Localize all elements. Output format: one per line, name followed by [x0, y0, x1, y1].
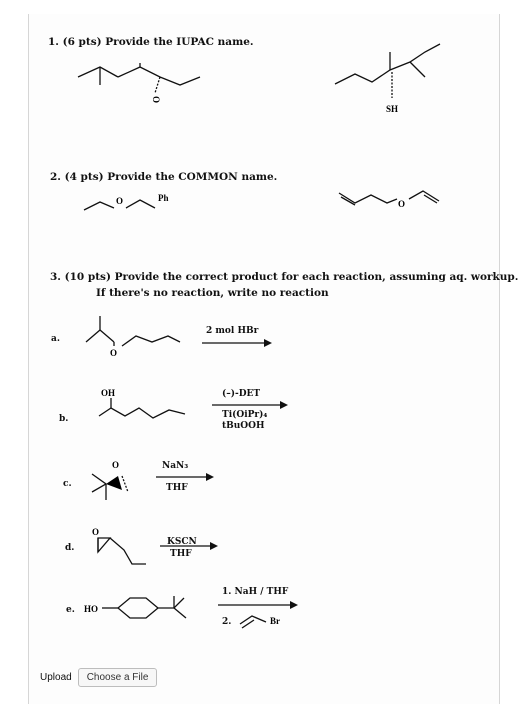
part-b-molecule: [95, 380, 205, 430]
q1-molecule-b: [330, 32, 450, 117]
q2-molecule-b: [335, 185, 455, 220]
part-e-label: e.: [66, 605, 75, 615]
part-c-label: c.: [63, 479, 72, 489]
part-c-molecule: [86, 456, 146, 506]
part-e-reagent-2: 2.: [222, 617, 232, 627]
part-d-oxygen-label: O: [92, 527, 100, 537]
part-d-reagent-1: KSCN: [167, 537, 197, 547]
question-3-heading: 3. (10 pts) Provide the correct product for each reaction, assuming aq. workup.: [50, 271, 519, 283]
upload-bar: [40, 668, 157, 687]
part-b-hydroxyl-label: OH: [101, 388, 116, 398]
part-e-reagent-1: 1. NaH / THF: [222, 587, 289, 597]
part-b-arrow: [212, 400, 288, 410]
part-c-reagent-1: NaN₃: [162, 461, 189, 471]
q1-oxygen-label: O: [151, 96, 161, 104]
part-e-hydroxyl-label: HO: [84, 604, 99, 614]
part-b-reagent-2: Ti(OiPr)₄: [222, 410, 268, 420]
part-b-reagent-1: (–)-DET: [222, 389, 261, 399]
part-a-label: a.: [51, 334, 60, 344]
part-a-oxygen-label: O: [110, 348, 118, 358]
q2-phenyl-label: Ph: [158, 193, 169, 203]
part-e-molecule: [82, 588, 212, 632]
part-d-label: d.: [65, 543, 75, 553]
q1-thiol-label: SH: [386, 104, 399, 114]
part-c-arrow: [156, 472, 214, 482]
part-a-arrow: [202, 338, 272, 348]
q2-oxygen-label-b: O: [398, 199, 406, 209]
part-c-reagent-2: THF: [166, 483, 188, 493]
part-b-reagent-3: tBuOOH: [222, 421, 265, 431]
question-2-heading: 2. (4 pts) Provide the COMMON name.: [50, 171, 278, 183]
part-c-oxygen-label: O: [112, 460, 120, 470]
part-a-reagent: 2 mol HBr: [206, 326, 259, 336]
q1-molecule-a: [70, 55, 220, 125]
choose-file-button[interactable]: Choose a File: [78, 668, 158, 687]
question-1-heading: 1. (6 pts) Provide the IUPAC name.: [48, 36, 254, 48]
part-e-bromine-label: Br: [270, 616, 280, 626]
part-b-label: b.: [59, 414, 69, 424]
q2-molecule-a: [80, 188, 200, 218]
part-e-allyl-bromide: [236, 606, 296, 630]
part-d-molecule: [88, 524, 152, 572]
part-a-molecule: [80, 312, 190, 362]
q2-oxygen-label-a: O: [116, 196, 124, 206]
upload-label: Upload: [40, 672, 72, 683]
part-d-reagent-2: THF: [170, 549, 192, 559]
question-3-note: If there's no reaction, write no reaction: [96, 287, 329, 299]
